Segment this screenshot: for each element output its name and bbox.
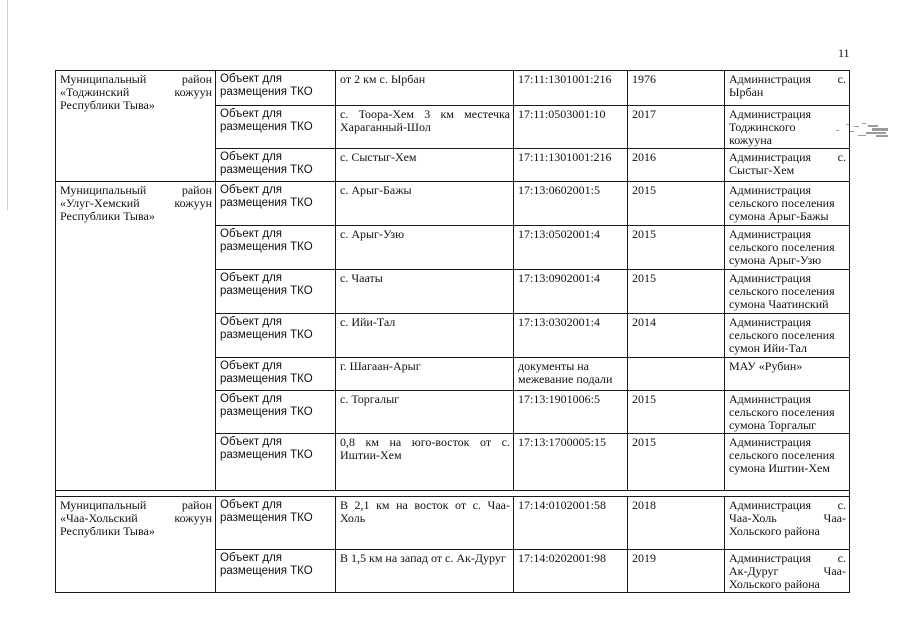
- owner-line: Администрация с.: [729, 551, 846, 565]
- object-cell: Объект для размещения ТКО: [216, 106, 336, 149]
- location-cell: с. Арыг-Бажы: [336, 182, 514, 226]
- district-line: Республики Тыва»: [60, 98, 155, 112]
- owner-cell: [725, 270, 850, 314]
- cadastral-number-cell: документы на межевание подали: [514, 358, 628, 391]
- owner-line: Администрация: [729, 435, 812, 449]
- location-cell: с. Чааты: [336, 270, 514, 314]
- owner-cell: [725, 550, 850, 593]
- owner-cell: [725, 391, 850, 434]
- owner-line: Администрация: [729, 271, 812, 285]
- object-cell: Объект для размещения ТКО: [216, 550, 336, 593]
- owner-cell: [725, 106, 850, 149]
- owner-line: Чаа-Холь Чаа-: [729, 511, 846, 525]
- year-cell: 2017: [628, 106, 725, 149]
- year-cell: 2016: [628, 149, 725, 182]
- object-cell: Объект для размещения ТКО: [216, 71, 336, 106]
- year-cell: 1976: [628, 71, 725, 106]
- owner-line: Администрация: [729, 183, 812, 197]
- owner-line: Администрация: [729, 107, 812, 121]
- owner-line: сельского поселения: [729, 240, 835, 254]
- owner-line: Администрация с.: [729, 498, 846, 512]
- owner-line: Администрация: [729, 392, 812, 406]
- owner-line: сельского поселения: [729, 405, 835, 419]
- waste-sites-table: [55, 70, 850, 593]
- owner-cell: [725, 149, 850, 182]
- object-cell: Объект для размещения ТКО: [216, 358, 336, 391]
- year-cell: 2015: [628, 270, 725, 314]
- year-cell: 2018: [628, 497, 725, 550]
- owner-line: сумона Арыг-Узю: [729, 253, 822, 267]
- year-cell: 2014: [628, 314, 725, 358]
- owner-line: сумона Иштии-Хем: [729, 461, 830, 475]
- object-cell: Объект для размещения ТКО: [216, 391, 336, 434]
- location-cell: г. Шагаан-Арыг: [336, 358, 514, 391]
- location-cell: с. Сыстыг-Хем: [336, 149, 514, 182]
- location-cell: В 1,5 км на запад от с. Ак-Дуруг: [336, 550, 514, 593]
- owner-line: сумон Ийи-Тал: [729, 341, 807, 355]
- owner-line: Администрация: [729, 227, 812, 241]
- owner-line: сельского поселения: [729, 448, 835, 462]
- owner-cell: [725, 71, 850, 106]
- cadastral-number-cell: 17:13:1700005:15: [514, 434, 628, 491]
- cadastral-number-cell: 17:13:0602001:5: [514, 182, 628, 226]
- owner-line: сельского поселения: [729, 196, 835, 210]
- owner-line: МАУ «Рубин»: [729, 359, 803, 373]
- owner-line: Сыстыг-Хем: [729, 163, 795, 177]
- location-cell: с. Ийи-Тал: [336, 314, 514, 358]
- location-cell: В 2,1 км на восток от с. Чаа-Холь: [336, 497, 514, 550]
- cadastral-number-cell: 17:11:1301001:216: [514, 71, 628, 106]
- owner-cell: [725, 358, 850, 391]
- owner-line: сумона Торгалыг: [729, 418, 817, 432]
- owner-line: Администрация с.: [729, 150, 846, 164]
- owner-line: сумона Чаатинский: [729, 297, 829, 311]
- cadastral-number-cell: 17:13:0902001:4: [514, 270, 628, 314]
- owner-line: Ырбан: [729, 85, 764, 99]
- cadastral-number-cell: 17:13:0502001:4: [514, 226, 628, 270]
- district-line: Муниципальный район: [60, 498, 212, 512]
- year-cell: 2015: [628, 182, 725, 226]
- year-cell: 2015: [628, 434, 725, 491]
- owner-line: Хольского района: [729, 577, 820, 591]
- owner-line: сельского поселения: [729, 284, 835, 298]
- owner-line: Хольского района: [729, 524, 820, 538]
- location-cell: с. Арыг-Узю: [336, 226, 514, 270]
- object-cell: Объект для размещения ТКО: [216, 226, 336, 270]
- cadastral-number-cell: 17:11:1301001:216: [514, 149, 628, 182]
- object-cell: Объект для размещения ТКО: [216, 497, 336, 550]
- object-cell: Объект для размещения ТКО: [216, 149, 336, 182]
- owner-cell: [725, 226, 850, 270]
- year-cell: [628, 358, 725, 391]
- cadastral-number-cell: 17:14:0102001:58: [514, 497, 628, 550]
- table-row: [56, 71, 850, 106]
- scan-edge-mark: [7, 0, 8, 210]
- owner-cell: [725, 182, 850, 226]
- district-line: Муниципальный район: [60, 72, 212, 86]
- location-cell: от 2 км с. Ырбан: [336, 71, 514, 106]
- district-line: «Тоджинский кожуун: [60, 85, 212, 99]
- cadastral-number-cell: 17:11:0503001:10: [514, 106, 628, 149]
- year-cell: 2015: [628, 226, 725, 270]
- owner-line: сельского поселения: [729, 328, 835, 342]
- district-cell: [56, 71, 216, 182]
- district-line: Муниципальный район: [60, 183, 212, 197]
- owner-cell: [725, 497, 850, 550]
- district-cell: [56, 182, 216, 491]
- table-row: [56, 497, 850, 550]
- owner-line: Администрация: [729, 315, 812, 329]
- owner-line: сумона Арыг-Бажы: [729, 209, 829, 223]
- location-cell: 0,8 км на юго-восток от с. Иштии-Хем: [336, 434, 514, 491]
- district-line: Республики Тыва»: [60, 524, 155, 538]
- object-cell: Объект для размещения ТКО: [216, 182, 336, 226]
- district-line: Республики Тыва»: [60, 209, 155, 223]
- year-cell: 2015: [628, 391, 725, 434]
- cadastral-number-cell: 17:13:0302001:4: [514, 314, 628, 358]
- owner-line: Ак-Дуруг Чаа-: [729, 564, 846, 578]
- object-cell: Объект для размещения ТКО: [216, 314, 336, 358]
- district-line: «Чаа-Хольский кожуун: [60, 511, 212, 525]
- cadastral-number-cell: 17:13:1901006:5: [514, 391, 628, 434]
- owner-line: Тоджинского: [729, 120, 796, 134]
- year-cell: 2019: [628, 550, 725, 593]
- object-cell: Объект для размещения ТКО: [216, 270, 336, 314]
- object-cell: Объект для размещения ТКО: [216, 434, 336, 491]
- owner-cell: [725, 434, 850, 491]
- owner-line: Администрация с.: [729, 72, 846, 86]
- cadastral-number-cell: 17:14:0202001:98: [514, 550, 628, 593]
- owner-cell: [725, 314, 850, 358]
- location-cell: с. Тоора-Хем 3 км местечка Хараганный-Шол: [336, 106, 514, 149]
- table-body: [56, 71, 850, 593]
- district-line: «Улуг-Хемский кожуун: [60, 196, 212, 210]
- location-cell: с. Торгалыг: [336, 391, 514, 434]
- owner-line: кожууна: [729, 133, 772, 147]
- page-number: 11: [838, 46, 850, 60]
- table-row: [56, 182, 850, 226]
- district-cell: [56, 497, 216, 593]
